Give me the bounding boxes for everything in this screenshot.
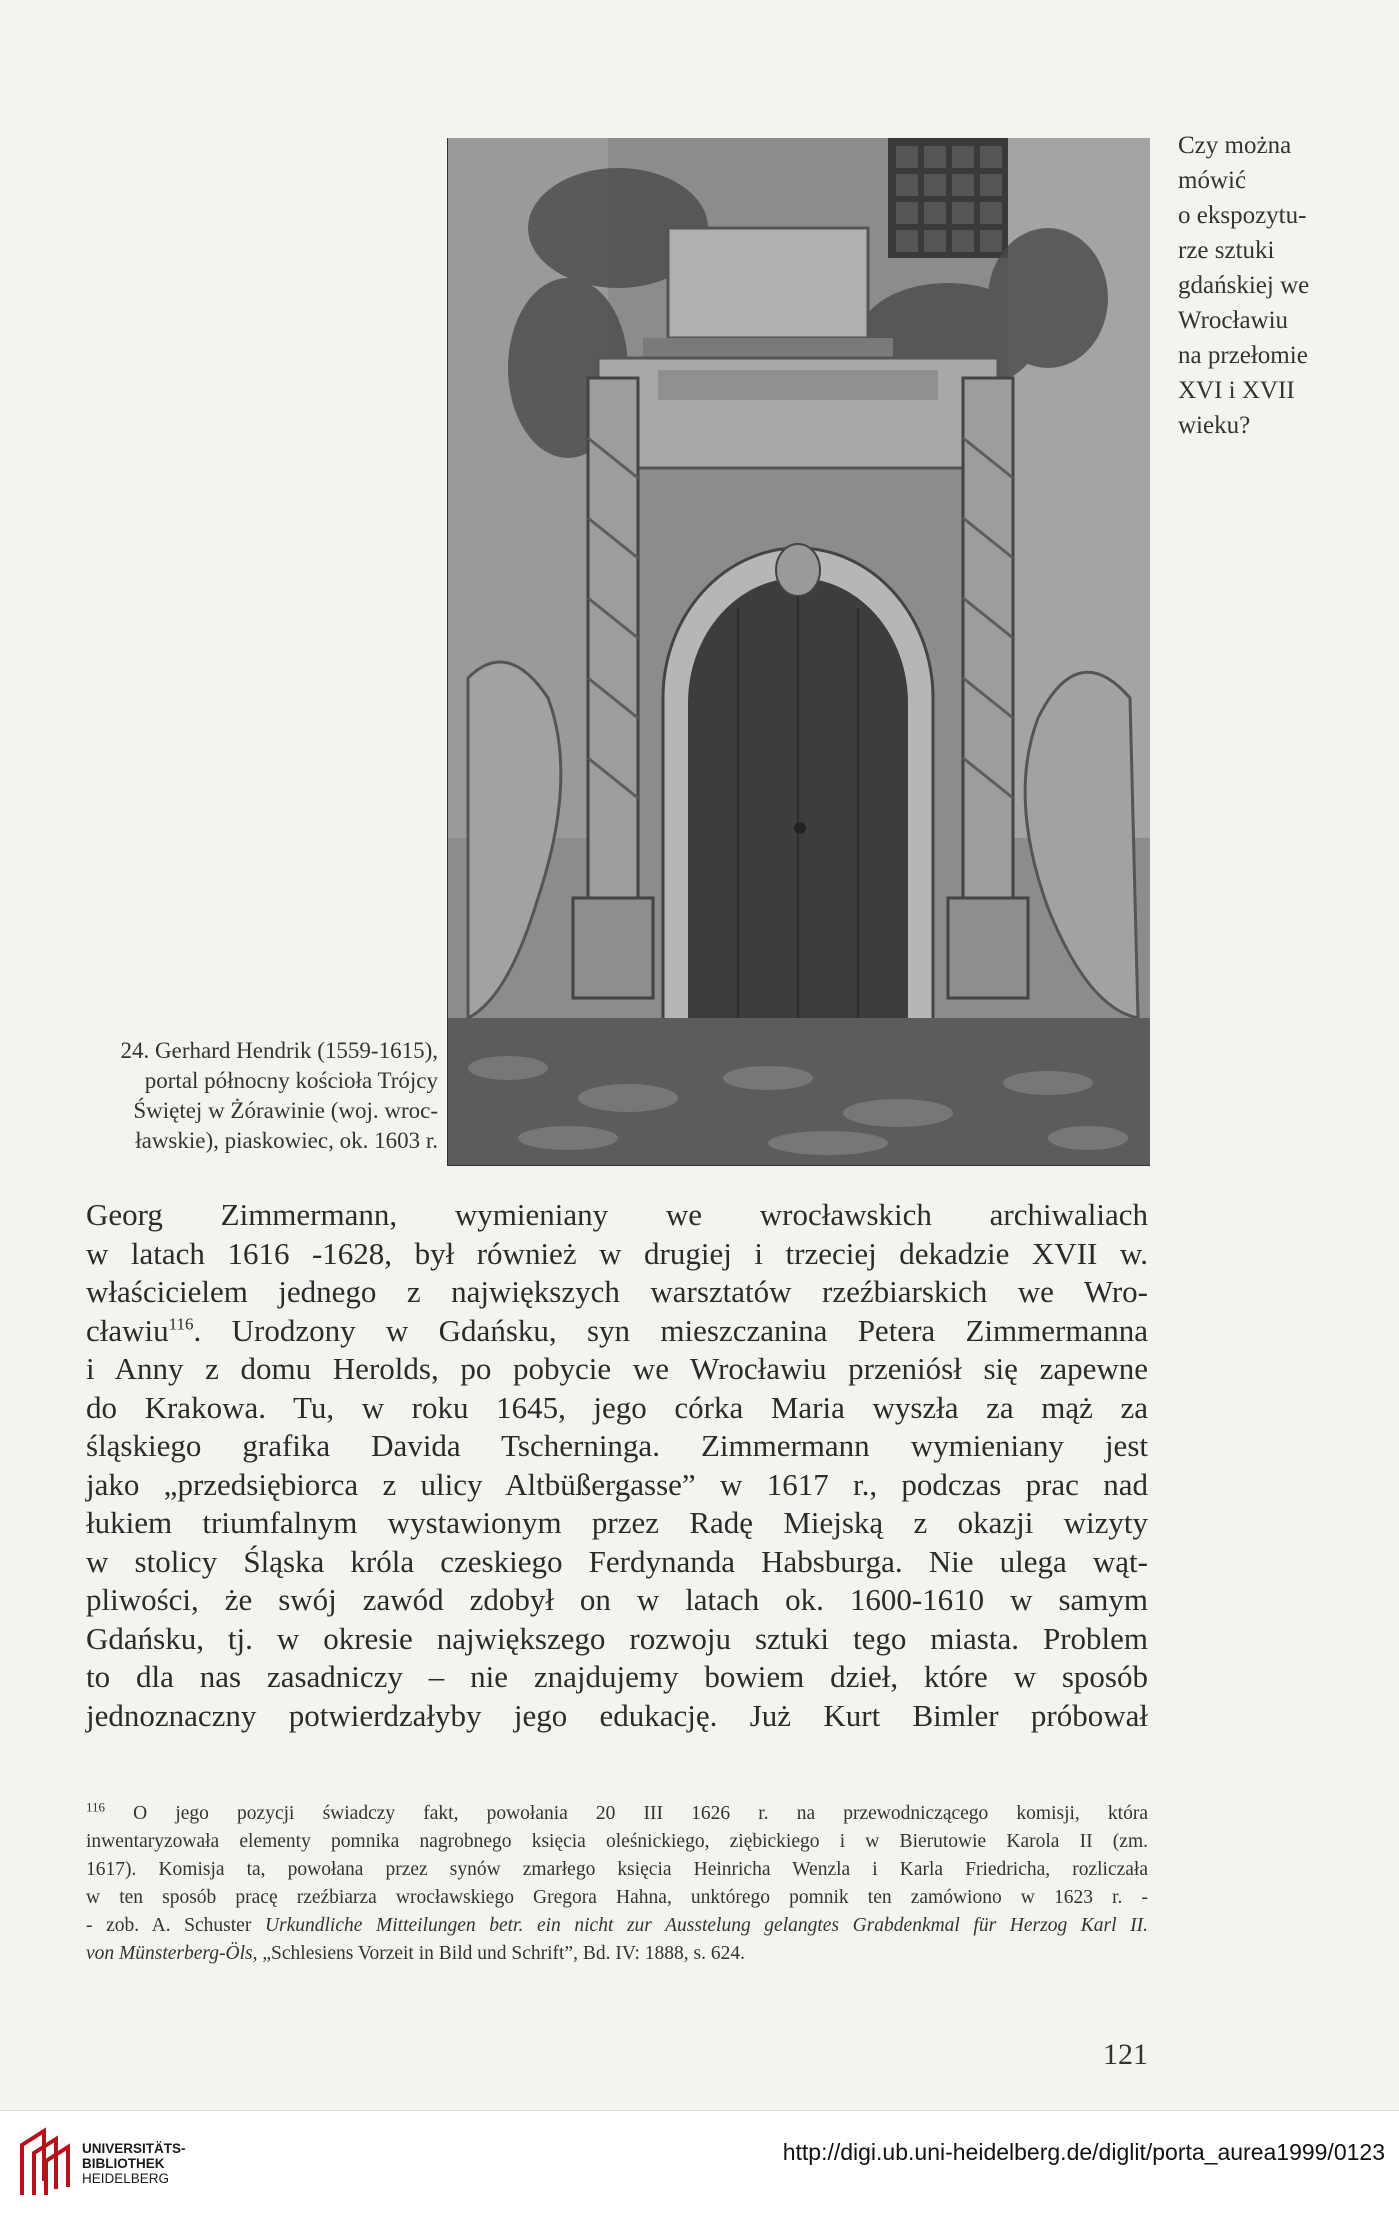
footnote-title: Urkundliche Mitteilungen betr. ein nicht zur Ausstelung gelangtes Grabdenkmal für Herzog Karl II. (264, 1915, 1149, 1936)
footnote-line (86, 1800, 1148, 1828)
page-number: 121 (1103, 2038, 1148, 2071)
body-line-end: . Urodzony w Gdańsku, syn mieszczanina Petera Zimmermanna (193, 1312, 1148, 1348)
body-line: i Anny z domu Herolds, po pobycie we Wrocławiu przeniósł się zapewne (86, 1351, 1148, 1386)
footnote-line (86, 1940, 1148, 1968)
margin-note (1178, 128, 1348, 443)
footnote-number: 116 (86, 1799, 106, 1815)
margin-note-line: rze sztuki (1178, 237, 1275, 264)
body-line: do Krakowa. Tu, w roku 1645, jego córka Maria wyszła za mąż za (86, 1389, 1148, 1425)
margin-note-line: o ekspozytu- (1178, 202, 1307, 229)
footnote-line: inwentaryzowała elementy pomnika nagrobnego księcia oleśnickiego, ziębickiego i w Bierutowie Karola II (zm. (86, 1831, 1148, 1852)
body-line-start: cławiu (86, 1312, 169, 1348)
library-name-line: HEIDELBERG (82, 2171, 170, 2186)
footnote-text: , „Schlesiens Vorzeit in Bild und Schrift”, Bd. IV: 1888, s. 624. (252, 1943, 745, 1964)
margin-note-line: Wrocławiu (1178, 307, 1289, 334)
margin-note-line: mówić (1178, 167, 1247, 194)
caption-line: portal północny kościoła Trójcy (144, 1068, 438, 1093)
margin-note-line: gdańskiej we (1178, 272, 1310, 299)
body-line: śląskiego grafika Davida Tscherninga. Zimmermann wymieniany jest (86, 1428, 1148, 1463)
margin-note-line: wieku? (1178, 412, 1251, 439)
footnote-line (86, 1912, 1148, 1940)
library-name[interactable] (82, 2141, 186, 2186)
body-line: jako „przedsiębiorca z ulicy Altbüßergasse” w 1617 r., podczas prac nad (86, 1466, 1148, 1502)
body-paragraph (86, 1196, 1148, 1735)
body-line: właścicielem jednego z największych warsztatów rzeźbiarskich we Wro- (86, 1274, 1148, 1309)
footnote-text: - zob. A. Schuster (86, 1915, 265, 1936)
library-logo-icon[interactable] (14, 2125, 84, 2199)
portal-photograph (447, 138, 1150, 1166)
margin-note-line: na przełomie (1178, 342, 1308, 369)
caption-line: Świętej w Żórawinie (woj. wroc- (133, 1098, 438, 1123)
footnote-line: w ten sposób pracę rzeźbiarza wrocławskiego Gregora Hahna, unktórego pomnik ten zamówiono w 1623 r. - (86, 1887, 1148, 1908)
document-url[interactable]: http://digi.ub.uni-heidelberg.de/diglit/porta_aurea1999/0123 (782, 2139, 1385, 2165)
body-line: jednoznaczny potwierdzałyby jego edukację. Już Kurt Bimler próbował (86, 1697, 1148, 1733)
body-line: łukiem triumfalnym wystawionym przez Radę Miejską z okazji wizyty (86, 1505, 1148, 1540)
body-line: to dla nas zasadniczy – nie znajdujemy bowiem dzieł, które w sposób (86, 1659, 1148, 1694)
library-name-line: BIBLIOTHEK (82, 2156, 165, 2171)
footnote (86, 1800, 1148, 1968)
figure-caption (30, 1036, 438, 1156)
body-line: Gdańsku, tj. w okresie największego rozwoju sztuki tego miasta. Problem (86, 1620, 1148, 1656)
margin-note-line: Czy można (1178, 132, 1292, 159)
footnote-text: O jego pozycji świadczy fakt, powołania 20 III 1626 r. na przewodniczącego komisji, która (105, 1803, 1148, 1824)
footnote-reference[interactable]: 116 (168, 1314, 194, 1334)
body-line: w latach 1616 -1628, był również w drugiej i trzeciej dekadzie XVII w. (86, 1235, 1148, 1271)
footnote-title: von Münsterberg-Öls (86, 1943, 253, 1964)
body-line: w stolicy Śląska króla czeskiego Ferdynanda Habsburga. Nie ulega wąt- (86, 1543, 1148, 1579)
body-line (86, 1312, 1148, 1351)
body-line: Georg Zimmermann, wymieniany we wrocławskich archiwaliach (86, 1197, 1148, 1232)
caption-line: ławskie), piaskowiec, ok. 1603 r. (135, 1128, 438, 1153)
library-name-line: UNIVERSITÄTS- (82, 2141, 186, 2156)
footnote-line: 1617). Komisja ta, powołana przez synów zmarłego księcia Heinricha Wenzla i Karla Friedricha, rozliczała (86, 1859, 1148, 1880)
body-line: pliwości, że swój zawód zdobył on w latach ok. 1600-1610 w samym (86, 1582, 1148, 1617)
viewer-footer (0, 2110, 1399, 2216)
margin-note-line: XVI i XVII (1178, 377, 1295, 404)
caption-line: 24. Gerhard Hendrik (1559-1615), (120, 1038, 438, 1063)
